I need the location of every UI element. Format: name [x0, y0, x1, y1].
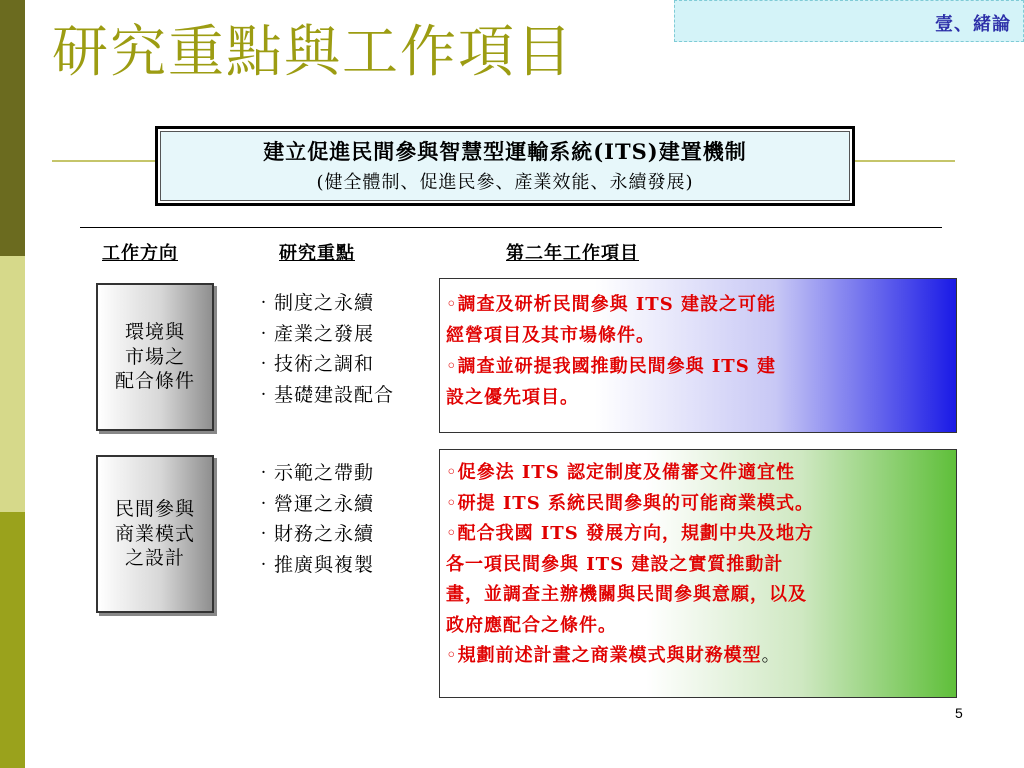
- focus-item: ‧推廣與複製: [254, 553, 375, 576]
- work-item-line-last: [446, 641, 956, 672]
- work-item-line: ◦促參法 ITS 認定制度及備審文件適宜性: [446, 462, 795, 483]
- left-decor-bar-bottom: [0, 512, 25, 768]
- focus-item: ‧制度之永續: [254, 292, 375, 314]
- focus-item: ‧營運之永續: [254, 492, 375, 515]
- header-items: 第二年工作項目: [506, 243, 639, 264]
- work-item-line: ◦調查並研提我國推動民間參與 ITS 建: [446, 356, 776, 377]
- direction-line: 市場之: [124, 345, 185, 368]
- slide-title: 研究重點與工作項目: [52, 20, 574, 85]
- main-goal-box: [155, 126, 855, 206]
- work-item-text: ◦規劃前述計畫之商業模式與財務模型: [446, 645, 762, 666]
- work-item-line: 畫，並調查主辦機關與民間參與意願，以及: [446, 584, 807, 605]
- left-decor-bar-top: [0, 0, 25, 256]
- section-tag: [674, 0, 1024, 42]
- direction-box-business-model: [96, 455, 214, 613]
- header-divider: [80, 227, 942, 228]
- work-items-box-1: [439, 278, 957, 433]
- direction-line: 商業模式: [114, 522, 195, 545]
- work-item-line: 經營項目及其市場條件。: [446, 325, 655, 346]
- focus-item: ‧技術之調和: [254, 353, 375, 375]
- work-item-line: ◦配合我國 ITS 發展方向，規劃中央及地方: [446, 523, 814, 544]
- work-item-line: 各一項民間參與 ITS 建設之實質推動計: [446, 553, 784, 575]
- direction-line: 民間參與: [114, 497, 195, 520]
- page-number: 5: [955, 705, 963, 721]
- main-goal-title: 建立促進民間參與智慧型運輸系統(ITS)建置機制: [263, 139, 747, 164]
- header-focus: 研究重點: [279, 243, 355, 264]
- focus-item: ‧基礎建設配合: [254, 383, 395, 406]
- focus-list-1: [254, 288, 394, 410]
- section-tag-label: 壹、緒論: [935, 14, 1011, 35]
- direction-line: 環境與: [124, 320, 185, 343]
- direction-box-environment: [96, 283, 214, 431]
- focus-item: ‧示範之帶動: [254, 462, 375, 484]
- direction-line: 配合條件: [114, 370, 195, 393]
- work-item-end-mark: 。: [761, 645, 781, 666]
- main-goal-subtitle: (健全體制、促進民參、產業效能、永續發展): [316, 172, 694, 193]
- header-direction: 工作方向: [102, 243, 178, 264]
- direction-line: 之設計: [124, 547, 185, 570]
- left-decor-bar-middle: [0, 256, 25, 512]
- work-item-line: ◦調查及研析民間參與 ITS 建設之可能: [446, 294, 776, 315]
- focus-list-2: [254, 458, 374, 580]
- work-item-line: 政府應配合之條件。: [446, 614, 617, 636]
- focus-item: ‧財務之永續: [254, 523, 375, 545]
- work-items-box-2: [439, 449, 957, 698]
- focus-item: ‧產業之發展: [254, 322, 375, 345]
- work-item-line: 設之優先項目。: [446, 387, 579, 408]
- work-item-line: ◦研提 ITS 系統民間參與的可能商業模式。: [446, 492, 814, 514]
